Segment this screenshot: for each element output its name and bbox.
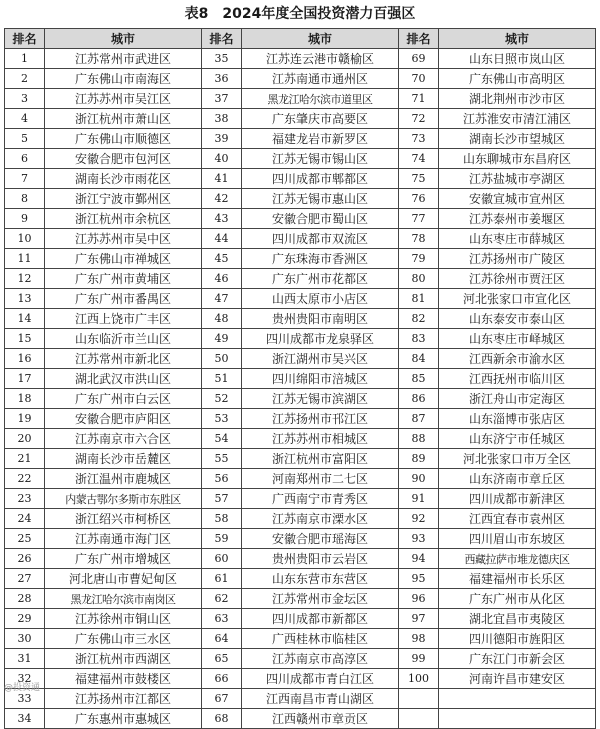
rank-cell: 71 [399,89,439,109]
city-cell: 四川成都市新津区 [439,489,596,509]
table-row [5,389,596,409]
rank-cell: 74 [399,149,439,169]
rank-cell: 82 [399,309,439,329]
table-row [5,509,596,529]
rank-cell: 3 [5,89,45,109]
table-row [5,449,596,469]
city-cell: 江苏常州市武进区 [45,49,202,69]
city-cell: 广东佛山市三水区 [45,629,202,649]
rank-cell: 1 [5,49,45,69]
table-row [5,429,596,449]
table-row [5,669,596,689]
rank-cell: 20 [5,429,45,449]
rank-cell: 23 [5,489,45,509]
rank-cell: 4 [5,109,45,129]
rank-cell: 44 [202,229,242,249]
rank-cell: 80 [399,269,439,289]
city-cell: 浙江杭州市西湖区 [45,649,202,669]
city-cell: 安徽合肥市瑶海区 [242,529,399,549]
city-cell: 江西宜春市袁州区 [439,509,596,529]
city-cell: 山东枣庄市峄城区 [439,329,596,349]
rank-cell: 37 [202,89,242,109]
city-cell: 江苏泰州市姜堰区 [439,209,596,229]
rank-cell: 85 [399,369,439,389]
city-cell: 山东泰安市泰山区 [439,309,596,329]
city-cell: 四川成都市郫都区 [242,169,399,189]
rank-cell: 79 [399,249,439,269]
city-cell: 江西赣州市章贡区 [242,709,399,729]
rank-cell: 41 [202,169,242,189]
city-header: 城市 [439,29,596,49]
rank-cell: 33 [5,689,45,709]
city-cell: 湖北荆州市沙市区 [439,89,596,109]
city-cell: 广东惠州市惠城区 [45,709,202,729]
rank-cell: 25 [5,529,45,549]
rank-cell: 47 [202,289,242,309]
city-cell: 浙江温州市鹿城区 [45,469,202,489]
table-row [5,149,596,169]
city-cell: 广西南宁市青秀区 [242,489,399,509]
rank-cell: 18 [5,389,45,409]
city-cell: 四川绵阳市涪城区 [242,369,399,389]
rank-cell: 86 [399,389,439,409]
watermark: @投资通 [4,683,41,693]
rank-cell: 27 [5,569,45,589]
rank-cell: 78 [399,229,439,249]
rank-cell: 8 [5,189,45,209]
city-cell: 浙江舟山市定海区 [439,389,596,409]
city-cell: 江西抚州市临川区 [439,369,596,389]
rank-cell: 88 [399,429,439,449]
rank-cell: 10 [5,229,45,249]
city-cell: 湖北宜昌市夷陵区 [439,609,596,629]
table-row [5,569,596,589]
city-cell: 山东淄博市张店区 [439,409,596,429]
table-row [5,49,596,69]
city-cell: 广东佛山市禅城区 [45,249,202,269]
city-cell: 江苏常州市新北区 [45,349,202,369]
city-cell: 内蒙古鄂尔多斯市东胜区 [45,489,202,509]
city-cell: 广西桂林市临桂区 [242,629,399,649]
rank-cell: 66 [202,669,242,689]
rank-cell: 40 [202,149,242,169]
rank-cell: 69 [399,49,439,69]
city-cell: 湖北武汉市洪山区 [45,369,202,389]
table-row [5,589,596,609]
rank-cell: 6 [5,149,45,169]
table-row [5,129,596,149]
rank-cell: 99 [399,649,439,669]
city-cell: 福建福州市鼓楼区 [45,669,202,689]
rank-cell: 95 [399,569,439,589]
city-cell: 广东珠海市香洲区 [242,249,399,269]
city-cell: 山东东营市东营区 [242,569,399,589]
city-cell: 广东广州市增城区 [45,549,202,569]
city-cell: 江苏无锡市锡山区 [242,149,399,169]
city-cell: 四川德阳市旌阳区 [439,629,596,649]
city-cell: 江苏盐城市亭湖区 [439,169,596,189]
table-row [5,289,596,309]
city-cell: 浙江宁波市鄞州区 [45,189,202,209]
table-row [5,349,596,369]
city-cell: 河北张家口市宣化区 [439,289,596,309]
city-cell: 湖南长沙市岳麓区 [45,449,202,469]
rank-cell: 31 [5,649,45,669]
city-cell: 江苏常州市金坛区 [242,589,399,609]
city-cell: 安徽宣城市宣州区 [439,189,596,209]
city-cell: 山东临沂市兰山区 [45,329,202,349]
rank-cell: 59 [202,529,242,549]
city-cell: 河南许昌市建安区 [439,669,596,689]
rank-cell: 72 [399,109,439,129]
table-row [5,529,596,549]
city-cell: 江苏无锡市惠山区 [242,189,399,209]
city-cell: 江苏徐州市贾汪区 [439,269,596,289]
rank-cell: 35 [202,49,242,69]
rank-cell: 30 [5,629,45,649]
table-row [5,709,596,729]
rank-cell: 93 [399,529,439,549]
rank-cell: 76 [399,189,439,209]
rank-cell [399,689,439,709]
city-cell: 江苏扬州市邗江区 [242,409,399,429]
rank-cell: 7 [5,169,45,189]
city-cell: 广东广州市番禺区 [45,289,202,309]
rank-cell: 54 [202,429,242,449]
city-cell: 四川成都市龙泉驿区 [242,329,399,349]
rank-cell: 36 [202,69,242,89]
rank-cell: 90 [399,469,439,489]
rank-cell: 57 [202,489,242,509]
table-row [5,89,596,109]
rank-cell: 73 [399,129,439,149]
table-row [5,609,596,629]
city-cell: 江苏苏州市吴江区 [45,89,202,109]
city-cell: 江苏徐州市铜山区 [45,609,202,629]
rank-cell: 11 [5,249,45,269]
rank-cell [399,709,439,729]
table-title: 表8 2024年度全国投资潜力百强区 [184,6,416,22]
rank-cell: 51 [202,369,242,389]
rank-cell: 29 [5,609,45,629]
rank-header: 排名 [5,29,45,49]
rank-cell: 61 [202,569,242,589]
table-row [5,209,596,229]
rank-cell: 42 [202,189,242,209]
rank-cell: 17 [5,369,45,389]
rank-cell: 39 [202,129,242,149]
rank-cell: 15 [5,329,45,349]
city-cell: 江苏淮安市清江浦区 [439,109,596,129]
city-cell [439,709,596,729]
rank-cell: 49 [202,329,242,349]
table-row [5,109,596,129]
rank-cell: 58 [202,509,242,529]
city-cell [439,689,596,709]
rank-cell: 26 [5,549,45,569]
rank-cell: 64 [202,629,242,649]
rank-cell: 87 [399,409,439,429]
table-row [5,549,596,569]
city-cell: 江苏南京市六合区 [45,429,202,449]
city-header: 城市 [45,29,202,49]
rank-cell: 100 [399,669,439,689]
city-cell: 江苏扬州市江都区 [45,689,202,709]
city-cell: 山东日照市岚山区 [439,49,596,69]
rank-cell: 75 [399,169,439,189]
city-cell: 四川成都市青白江区 [242,669,399,689]
rank-cell: 13 [5,289,45,309]
city-cell: 广东佛山市南海区 [45,69,202,89]
city-cell: 江苏扬州市广陵区 [439,249,596,269]
rank-cell: 46 [202,269,242,289]
city-cell: 浙江湖州市吴兴区 [242,349,399,369]
city-cell: 江苏南京市溧水区 [242,509,399,529]
city-cell: 浙江杭州市余杭区 [45,209,202,229]
rank-cell: 24 [5,509,45,529]
city-cell: 贵州贵阳市云岩区 [242,549,399,569]
city-cell: 四川眉山市东坡区 [439,529,596,549]
rank-cell: 28 [5,589,45,609]
rank-cell: 62 [202,589,242,609]
rank-cell: 68 [202,709,242,729]
table-row [5,489,596,509]
city-cell: 黑龙江哈尔滨市南岗区 [45,589,202,609]
table-row [5,269,596,289]
rank-cell: 12 [5,269,45,289]
city-cell: 湖南长沙市雨花区 [45,169,202,189]
city-cell: 江苏苏州市相城区 [242,429,399,449]
city-cell: 福建龙岩市新罗区 [242,129,399,149]
city-cell: 广东江门市新会区 [439,649,596,669]
city-cell: 江西南昌市青山湖区 [242,689,399,709]
city-header: 城市 [242,29,399,49]
table-row [5,369,596,389]
city-cell: 四川成都市双流区 [242,229,399,249]
rank-cell: 89 [399,449,439,469]
rank-cell: 96 [399,589,439,609]
rank-cell: 55 [202,449,242,469]
table-body [5,49,596,729]
city-cell: 河南郑州市二七区 [242,469,399,489]
rank-cell: 16 [5,349,45,369]
city-cell: 广东佛山市高明区 [439,69,596,89]
city-cell: 山东聊城市东昌府区 [439,149,596,169]
rank-cell: 34 [5,709,45,729]
city-cell: 山西太原市小店区 [242,289,399,309]
rank-cell: 2 [5,69,45,89]
city-cell: 广东广州市黄埔区 [45,269,202,289]
rank-cell: 83 [399,329,439,349]
rank-cell: 53 [202,409,242,429]
rank-cell: 5 [5,129,45,149]
city-cell: 江苏无锡市滨湖区 [242,389,399,409]
rank-cell: 67 [202,689,242,709]
table-row [5,469,596,489]
table-row [5,689,596,709]
rank-cell: 98 [399,629,439,649]
city-cell: 广东广州市花都区 [242,269,399,289]
city-cell: 安徽合肥市庐阳区 [45,409,202,429]
city-cell: 浙江杭州市富阳区 [242,449,399,469]
header-row [5,29,596,49]
table-row [5,69,596,89]
rank-cell: 45 [202,249,242,269]
city-cell: 四川成都市新都区 [242,609,399,629]
city-cell: 浙江绍兴市柯桥区 [45,509,202,529]
city-cell: 安徽合肥市蜀山区 [242,209,399,229]
city-cell: 贵州贵阳市南明区 [242,309,399,329]
rank-cell: 97 [399,609,439,629]
rank-cell: 52 [202,389,242,409]
city-cell: 山东济南市章丘区 [439,469,596,489]
table-row [5,249,596,269]
city-cell: 河北唐山市曹妃甸区 [45,569,202,589]
rank-cell: 50 [202,349,242,369]
table-row [5,629,596,649]
city-cell: 江苏连云港市赣榆区 [242,49,399,69]
table-row [5,189,596,209]
city-cell: 湖南长沙市望城区 [439,129,596,149]
city-cell: 广东佛山市顺德区 [45,129,202,149]
city-cell: 江苏南通市海门区 [45,529,202,549]
rank-cell: 56 [202,469,242,489]
table-row [5,409,596,429]
city-cell: 河北张家口市万全区 [439,449,596,469]
rank-cell: 19 [5,409,45,429]
rank-cell: 81 [399,289,439,309]
city-cell: 西藏拉萨市堆龙德庆区 [439,549,596,569]
city-cell: 福建福州市长乐区 [439,569,596,589]
table-row [5,169,596,189]
rank-cell: 60 [202,549,242,569]
rank-cell: 38 [202,109,242,129]
rank-cell: 48 [202,309,242,329]
city-cell: 江西新余市渝水区 [439,349,596,369]
city-cell: 广东广州市从化区 [439,589,596,609]
rank-cell: 9 [5,209,45,229]
rank-cell: 91 [399,489,439,509]
table-row [5,649,596,669]
rank-header: 排名 [202,29,242,49]
rank-cell: 92 [399,509,439,529]
rank-cell: 22 [5,469,45,489]
rank-cell: 65 [202,649,242,669]
ranking-table [4,28,596,729]
table-row [5,329,596,349]
rank-cell: 43 [202,209,242,229]
city-cell: 广东广州市白云区 [45,389,202,409]
rank-cell: 70 [399,69,439,89]
rank-cell: 21 [5,449,45,469]
city-cell: 江西上饶市广丰区 [45,309,202,329]
rank-cell: 63 [202,609,242,629]
city-cell: 黑龙江哈尔滨市道里区 [242,89,399,109]
rank-cell: 84 [399,349,439,369]
rank-cell: 14 [5,309,45,329]
rank-cell: 94 [399,549,439,569]
table-row [5,309,596,329]
city-cell: 浙江杭州市萧山区 [45,109,202,129]
city-cell: 江苏苏州市吴中区 [45,229,202,249]
city-cell: 安徽合肥市包河区 [45,149,202,169]
rank-cell: 32 [5,669,45,689]
city-cell: 山东济宁市任城区 [439,429,596,449]
rank-header: 排名 [399,29,439,49]
city-cell: 广东肇庆市高要区 [242,109,399,129]
city-cell: 江苏南京市高淳区 [242,649,399,669]
city-cell: 江苏南通市通州区 [242,69,399,89]
table-row [5,229,596,249]
city-cell: 山东枣庄市薛城区 [439,229,596,249]
rank-cell: 77 [399,209,439,229]
